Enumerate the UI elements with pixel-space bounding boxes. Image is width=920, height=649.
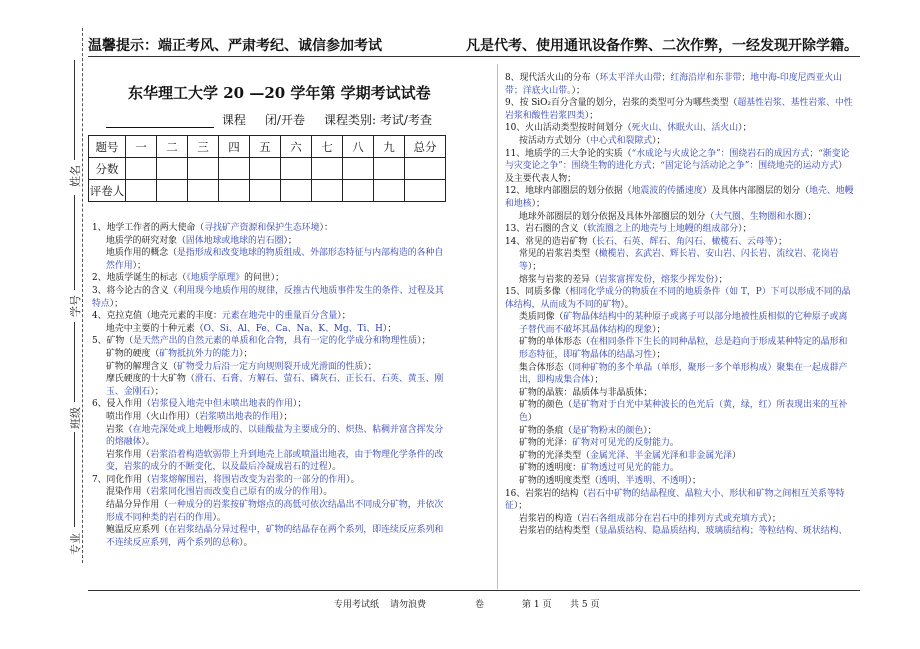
answer-text: 利用现今地质作用的规律，反推古代地质事件发生的条件、过程及其特点 — [92, 285, 444, 309]
list-item — [92, 499, 452, 524]
table-cell: 一 — [126, 136, 157, 158]
list-item — [505, 185, 855, 210]
list-item — [92, 411, 452, 424]
question-text: 15、同质多像（ — [505, 287, 570, 298]
question-text: 6、侵入作用（ — [92, 399, 151, 410]
question-text: 类质同像（ — [519, 312, 564, 323]
list-item — [505, 236, 855, 249]
list-item — [505, 97, 855, 122]
grader-cell[interactable] — [374, 180, 405, 202]
question-text: 地球外部圈层的划分依据及具体外部圈层的划分（ — [519, 211, 715, 222]
question-text: ）。 — [620, 299, 634, 310]
list-item — [505, 488, 855, 513]
answer-text: 滑石、石膏、方解石、萤石、磷灰石、正长石、石英、黄玉、刚玉、金刚石 — [106, 374, 444, 397]
table-cell: 六 — [281, 136, 312, 158]
score-table — [88, 135, 446, 202]
score-cell[interactable] — [374, 158, 405, 180]
question-text: 岩浆岩的构造（ — [519, 513, 582, 524]
list-item — [505, 311, 855, 336]
question-text: ）； — [738, 123, 752, 134]
question-text: ）； — [803, 211, 817, 222]
question-text: ）； — [738, 224, 752, 235]
question-text: 喷出作用（火山作用）（ — [106, 411, 200, 422]
score-cell[interactable] — [188, 158, 219, 180]
question-text: 矿物的光泽： — [519, 438, 573, 449]
answer-text: 是天然产出的自然元素的单质和化合物，具有一定的化学成分和物理性质 — [133, 336, 418, 347]
list-item — [505, 248, 855, 273]
question-text: 13、岩石圈的含义（ — [505, 224, 588, 235]
question-text: 7、同化作用（ — [92, 474, 151, 485]
grader-cell[interactable] — [250, 180, 281, 202]
question-text: ）及具体内部圈层的划分（ — [702, 186, 810, 197]
answer-text: 岩浆喷出地表的作用 — [199, 411, 280, 422]
list-item — [505, 72, 855, 97]
answer-text: 死火山、休眠火山、活火山 — [631, 123, 739, 134]
answer-text: 中心式和裂隙式 — [590, 135, 653, 146]
question-text: 矿物的颜色（ — [519, 400, 573, 411]
answer-text: 一种成分的岩浆按矿物熔点的高低可依次结晶出不同成分矿物，并依次形成不同种类的岩石的作用 — [106, 500, 444, 523]
banner-discipline: 凡是代考、使用通讯设备作弊、二次作弊，一经发现开除学籍。 — [466, 38, 858, 54]
grader-cell[interactable] — [157, 180, 188, 202]
footer-no-waste: 请勿浪费 — [390, 600, 427, 610]
question-text: 熔浆与岩浆的差异（ — [519, 274, 599, 285]
list-item — [505, 148, 855, 186]
question-text: ）。 — [212, 512, 226, 523]
question-text: ） — [732, 450, 741, 461]
question-text: ）； — [652, 324, 666, 335]
question-text: 9、按 SiO₂百分含量的划分，岩浆的类型可分为哪些类型（ — [505, 98, 738, 109]
answer-text: 矿物对可见光的反射能力 — [572, 438, 670, 449]
answer-text: 矿物晶体结构中的某种原子或离子可以部分地被性质相似的它种原子或离子替代而不破坏其晶体结构的现象 — [519, 312, 848, 335]
answer-text: 矿物抵抗外力的能力 — [159, 348, 240, 359]
top-rule — [88, 56, 860, 57]
answer-text: 《地质学原理》 — [186, 273, 245, 284]
question-text: ）。 — [319, 487, 333, 498]
footer-page: 第 1 页 — [522, 600, 552, 610]
answer-text: 相同化学成分的物质在不同的地质条件（如 T，P）下可以形成不同的晶体结构，从而成为不同的矿物 — [505, 287, 851, 310]
question-text: ）； — [109, 298, 124, 309]
question-text: 12、地球内部圈层的划分依据（ — [505, 186, 632, 197]
question-text: 。 — [669, 463, 679, 474]
list-item — [92, 310, 452, 323]
question-text: 矿物的透明度类型（ — [519, 476, 599, 486]
question-text: ）。 — [346, 474, 360, 485]
question-text: ）； — [132, 260, 146, 271]
question-text: 常见的岩浆岩类型（ — [519, 249, 599, 260]
score-cell[interactable] — [405, 158, 446, 180]
grader-cell[interactable] — [312, 180, 343, 202]
question-text: 岩浆岩的结构类型（ — [519, 526, 599, 537]
answer-text: 透明、半透明、不透明 — [598, 476, 688, 486]
list-item — [505, 437, 855, 450]
side-label-major: 专业 — [69, 533, 82, 555]
question-text: ）； — [687, 476, 701, 486]
table-cell: 五 — [250, 136, 281, 158]
course-label: 课程 — [221, 113, 246, 127]
answer-text: 是矿物粉末的颜色 — [572, 425, 644, 436]
question-text: 1、地学工作者的两大使命（ — [92, 223, 205, 233]
question-text: 矿物的晶簇：晶质体与非晶质体； — [519, 387, 653, 398]
table-row — [89, 136, 446, 158]
list-item — [505, 336, 855, 361]
question-text: 3、将今论古的含义（ — [92, 285, 178, 296]
question-text: ）； — [714, 274, 728, 285]
answer-text: 长石、石英、辉石、角闪石、橄榄石、云母等 — [596, 236, 774, 247]
answer-text: “水成论与火成论之争”：围绕岩石的成因方式；“渐变论与灾变论之争”：围绕生物的进化方式；“固定论与活动论之争”：围绕地壳的运动方式 — [505, 148, 850, 172]
list-item — [92, 247, 452, 272]
list-item — [92, 285, 452, 310]
answer-text: 显晶质结构、隐晶质结构、玻璃质结构；等粒结构、斑状结构、 — [598, 526, 848, 537]
table-cell: 题号 — [89, 136, 126, 158]
list-item — [505, 399, 855, 424]
answer-text: 在相同条件下生长的同种晶粒，总是趋向于形成某种特定的晶形和形态特征，即矿物晶体的结晶习性 — [519, 337, 848, 361]
answer-text: 环太平洋火山带；红海沿岸和东非带；地中海-印度尼西亚火山带；洋底火山带。 — [505, 73, 843, 96]
answer-text: 寻找矿产资源和保护生态环境 — [204, 223, 320, 233]
score-cell[interactable] — [219, 158, 250, 180]
list-item — [92, 222, 452, 235]
list-item — [92, 272, 452, 285]
question-text: ）； — [643, 425, 657, 436]
question-text: 矿物的光泽类型（ — [519, 450, 590, 461]
question-text: ）。 — [327, 462, 342, 473]
question-text: 岩浆作用（ — [106, 449, 151, 460]
side-label-name: 姓名 — [69, 165, 82, 187]
exam-title: 东华理工大学 20 —20 学年第 学期考试试卷 — [128, 84, 431, 102]
question-text: ）； — [773, 236, 787, 247]
table-cell: 七 — [312, 136, 343, 158]
list-item — [505, 286, 855, 311]
column-divider — [497, 64, 498, 589]
grader-cell[interactable] — [405, 180, 446, 202]
question-text: 岩浆（ — [106, 424, 133, 435]
answer-text: 岩浆熔解围岩，将围岩改变为岩浆的一部分的作用 — [150, 474, 347, 485]
question-text: 4、克拉克值（地壳元素的丰度： — [92, 311, 222, 322]
student-id-underline — [74, 195, 75, 290]
question-text: ）； — [363, 361, 377, 372]
list-item — [92, 486, 452, 499]
table-cell: 八 — [343, 136, 374, 158]
answer-text: 软流圈之上的地壳与上地幔的组成部分 — [587, 224, 739, 235]
question-text: 。 — [669, 438, 679, 449]
list-item — [505, 513, 855, 526]
table-cell: 分数 — [89, 158, 126, 180]
answer-text: 在岩浆结晶分异过程中，矿物的结晶存在两个系列，即连续反应系列和不连续反应系列，两个系列的总称 — [106, 525, 444, 548]
answer-text: 矿物受力后沿一定方向规则裂开成光滑面的性质 — [177, 361, 364, 372]
table-row — [89, 158, 446, 180]
question-text: ）； — [767, 513, 781, 524]
question-text: 16、岩浆岩的结构（ — [505, 488, 588, 499]
question-text: ）； — [337, 311, 351, 322]
footer-total: 共 5 页 — [570, 600, 600, 610]
category-label: 课程类别: 考试/考查 — [324, 113, 432, 127]
question-text: ）； — [382, 323, 397, 334]
answer-text: 是矿物对于白光中某种波长的色光后（黄，绿，红）所表现出来的互补色 — [519, 400, 848, 424]
question-text: ）及主要代表人物； — [505, 161, 847, 184]
answer-text: 金属光泽、半金属光泽和非金属光泽 — [590, 450, 732, 461]
question-text: ）； — [279, 411, 293, 422]
grader-cell[interactable] — [188, 180, 219, 202]
score-cell[interactable] — [126, 158, 157, 180]
table-cell: 总分 — [405, 136, 446, 158]
grader-cell[interactable] — [126, 180, 157, 202]
answer-text: 岩浆富挥发份，熔浆少挥发份 — [598, 274, 715, 285]
table-cell: 四 — [219, 136, 250, 158]
question-text: 8、现代活火山的分布（ — [505, 73, 600, 83]
right-column — [505, 72, 855, 538]
question-text: 摩氏硬度的十大矿物（ — [106, 374, 195, 385]
answer-text: 超基性岩浆、基性岩浆、中性岩浆和酸性岩浆四类 — [505, 98, 853, 121]
question-text: 地质学的研究对象（ — [106, 235, 186, 246]
list-item — [92, 361, 452, 374]
score-cell[interactable] — [281, 158, 312, 180]
question-text: ）； — [527, 261, 542, 272]
answer-text: 在地壳深处或上地幔形成的、以硅酸盐为主要成分的、炽热、粘稠并富含挥发分的熔融体 — [106, 424, 444, 448]
list-item — [505, 135, 855, 148]
question-text: ）。 — [141, 437, 155, 448]
question-text: 矿物的单体形态（ — [519, 337, 590, 348]
question-text: 矿物的透明度： — [519, 463, 582, 474]
score-cell[interactable] — [312, 158, 343, 180]
question-text: 按活动方式划分（ — [519, 135, 590, 146]
table-cell: 评卷人 — [89, 180, 126, 202]
grader-cell[interactable] — [219, 180, 250, 202]
question-text: ）； — [513, 501, 528, 512]
list-item — [505, 425, 855, 438]
list-item — [92, 424, 452, 449]
question-text: 14、常见的造岩矿物（ — [505, 236, 597, 247]
answer-text: 矿物透过可见光的能力 — [581, 463, 670, 474]
score-cell[interactable] — [343, 158, 374, 180]
answer-text: 岩石中矿物的结晶程度、晶粒大小、形状和矿物之间相互关系等特征 — [505, 488, 845, 512]
open-closed-label: 闭/开卷 — [264, 113, 305, 127]
question-text: ）； — [239, 348, 253, 359]
answer-text: 岩石各组成部分在岩石中的排列方式或充填方式 — [581, 513, 768, 524]
question-text: 2、地质学诞生的标志（ — [92, 273, 187, 284]
question-text: ）； — [590, 375, 604, 386]
answer-text: 岩浆沿着构造软弱带上升到地壳上部或喷溢出地表，由于物理化学条件的改变，岩浆的成分的不断变化，以及最后冷凝成岩石的过程 — [106, 449, 444, 473]
list-item — [92, 235, 452, 248]
list-item — [505, 475, 855, 488]
grader-cell[interactable] — [343, 180, 374, 202]
table-cell: 九 — [374, 136, 405, 158]
table-cell: 二 — [157, 136, 188, 158]
banner-warning: 温馨提示：端正考风、严肃考纪、诚信参加考试 — [88, 38, 382, 54]
list-item — [505, 450, 855, 463]
question-text: ）； — [150, 386, 164, 397]
question-text: 11、地质学的三大争论的实质（ — [505, 148, 632, 159]
question-text: ）； — [571, 85, 585, 96]
course-line — [106, 111, 432, 128]
question-text: 矿物的硬度（ — [106, 348, 160, 359]
question-text: ）： — [319, 223, 333, 233]
list-item — [505, 462, 855, 475]
list-item — [505, 122, 855, 135]
table-cell: 三 — [188, 136, 219, 158]
answer-text: 岩浆侵入地壳中但未喷出地表的作用 — [150, 399, 293, 410]
answer-text: 是指形成和改变地球的物质组成、外部形态特征与内部构造的各种自然作用 — [106, 248, 444, 271]
list-item — [505, 525, 855, 538]
question-text: ）。 — [239, 537, 253, 548]
footer-juan: 卷 — [475, 600, 485, 610]
answer-text: 岩浆同化围岩而改变自己原有的成分的作用 — [150, 487, 319, 498]
list-item — [505, 223, 855, 236]
answer-text: 地震波的传播速度 — [631, 186, 703, 197]
question-text: 结晶分异作用（ — [106, 500, 169, 511]
footer-exam-paper: 专用考试纸 — [334, 600, 380, 610]
class-underline — [74, 322, 75, 402]
list-item — [92, 323, 452, 336]
course-blank — [106, 114, 214, 128]
question-text: 混染作用（ — [106, 487, 151, 498]
list-item — [505, 274, 855, 287]
list-item — [505, 387, 855, 400]
question-text: 矿物的解理含义（ — [106, 361, 177, 372]
question-text: 地质作用的概念（ — [106, 248, 177, 259]
answer-text: 同种矿物的多个单晶（单形，聚形一多个单形构成）聚集在一起成群产出，即构成集合体 — [519, 362, 848, 386]
side-label-class: 班级 — [69, 407, 82, 429]
table-row — [89, 180, 446, 202]
list-item — [92, 524, 452, 549]
answer-text: 地壳、地幔和地核 — [505, 186, 854, 209]
list-item — [505, 362, 855, 387]
answer-text: 固体地球或地球的岩石圈 — [185, 235, 284, 246]
answer-text: O、Si、Al、Fe、Ca、Na、K、Mg、Ti、H — [203, 323, 383, 334]
list-item — [92, 348, 452, 361]
answer-text: 大气圈、生物圈和水圈 — [714, 211, 803, 222]
list-item — [92, 335, 452, 348]
question-text: 地壳中主要的十种元素（ — [106, 323, 204, 334]
list-item — [92, 398, 452, 411]
list-item — [505, 211, 855, 224]
question-text: 的问世）； — [244, 273, 285, 284]
question-text: 集合体形态（ — [519, 362, 573, 373]
question-text: 鲍温反应系列（ — [106, 525, 169, 536]
question-text: ）； — [531, 198, 545, 209]
question-text: ）； — [417, 336, 431, 347]
grader-cell[interactable] — [281, 180, 312, 202]
list-item — [92, 474, 452, 487]
question-text: ）； — [292, 399, 307, 410]
question-text: ）； — [652, 350, 666, 361]
major-underline — [74, 432, 75, 527]
list-item — [92, 449, 452, 474]
list-item — [92, 373, 452, 398]
question-text: ） — [527, 413, 537, 424]
left-column — [92, 222, 452, 549]
name-underline — [74, 60, 75, 160]
score-cell[interactable] — [250, 158, 281, 180]
bottom-rule — [88, 590, 860, 591]
answer-text: 元素在地壳中的重量百分含量 — [221, 311, 338, 322]
question-text: 10、火山活动类型按时间划分（ — [505, 123, 632, 134]
question-text: ）； — [584, 110, 599, 121]
question-text: ）； — [283, 235, 297, 246]
question-text: ）； — [652, 135, 666, 146]
question-text: 5、矿物（ — [92, 336, 134, 347]
answer-text: 橄榄岩、玄武岩、辉长岩、安山岩、闪长岩、流纹岩、花岗岩等 — [519, 249, 839, 272]
side-label-student-id: 学号 — [69, 295, 82, 317]
score-cell[interactable] — [157, 158, 188, 180]
question-text: 矿物的条痕（ — [519, 425, 573, 436]
